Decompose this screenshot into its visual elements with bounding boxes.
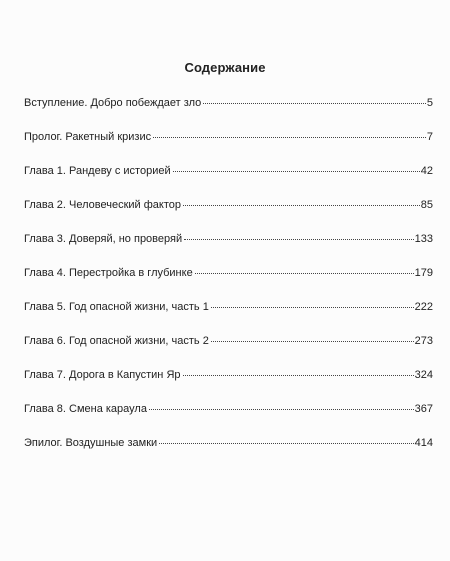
dot-leader [211, 307, 414, 308]
toc-entry-title: Глава 5. Год опасной жизни, часть 1 [24, 301, 209, 313]
toc-page-number: 7 [426, 131, 433, 143]
dot-leader [173, 171, 420, 172]
page-title: Содержание [184, 60, 266, 75]
dot-leader [211, 341, 414, 342]
toc-page-number: 133 [414, 233, 433, 245]
toc-entry [24, 232, 433, 266]
toc-entry-title: Глава 7. Дорога в Капустин Яр [24, 369, 181, 381]
toc-entry-title: Глава 1. Рандеву с историей [24, 165, 171, 177]
toc-page-number: 273 [414, 335, 433, 347]
dot-leader [153, 137, 426, 138]
toc-entry [24, 266, 433, 300]
dot-leader [203, 103, 426, 104]
toc-page-number: 324 [414, 369, 433, 381]
toc-entry-title: Эпилог. Воздушные замки [24, 437, 158, 449]
toc-page-number: 5 [426, 97, 433, 109]
toc-entry [24, 130, 433, 164]
toc-entry-title: Глава 4. Перестройка в глубинке [24, 267, 193, 279]
dot-leader [184, 239, 414, 240]
dot-leader [195, 273, 414, 274]
toc-page-number: 85 [420, 199, 433, 211]
toc-entry-title: Глава 3. Доверяй, но проверяй [24, 233, 183, 245]
toc-entry-title: Вступление. Добро побеждает зло [24, 97, 202, 109]
toc-entry-title: Глава 8. Смена караула [24, 403, 147, 415]
toc-entry [24, 368, 433, 402]
dot-leader [183, 375, 414, 376]
dot-leader [149, 409, 414, 410]
toc-entry [24, 164, 433, 198]
toc-entry [24, 402, 433, 436]
toc-page-number: 42 [420, 165, 433, 177]
dot-leader [159, 443, 413, 444]
toc-page-number: 367 [414, 403, 433, 415]
toc-entry [24, 436, 433, 470]
dot-leader [183, 205, 420, 206]
toc-entry [24, 300, 433, 334]
toc-entry-title: Глава 6. Год опасной жизни, часть 2 [24, 335, 209, 347]
toc-entry-title: Глава 2. Человеческий фактор [24, 199, 181, 211]
table-of-contents [24, 96, 433, 470]
toc-entry-title: Пролог. Ракетный кризис [24, 131, 152, 143]
toc-page-number: 222 [414, 301, 433, 313]
toc-entry [24, 96, 433, 130]
toc-page-number: 414 [414, 437, 433, 449]
toc-entry [24, 198, 433, 232]
toc-page-number: 179 [414, 267, 433, 279]
toc-entry [24, 334, 433, 368]
